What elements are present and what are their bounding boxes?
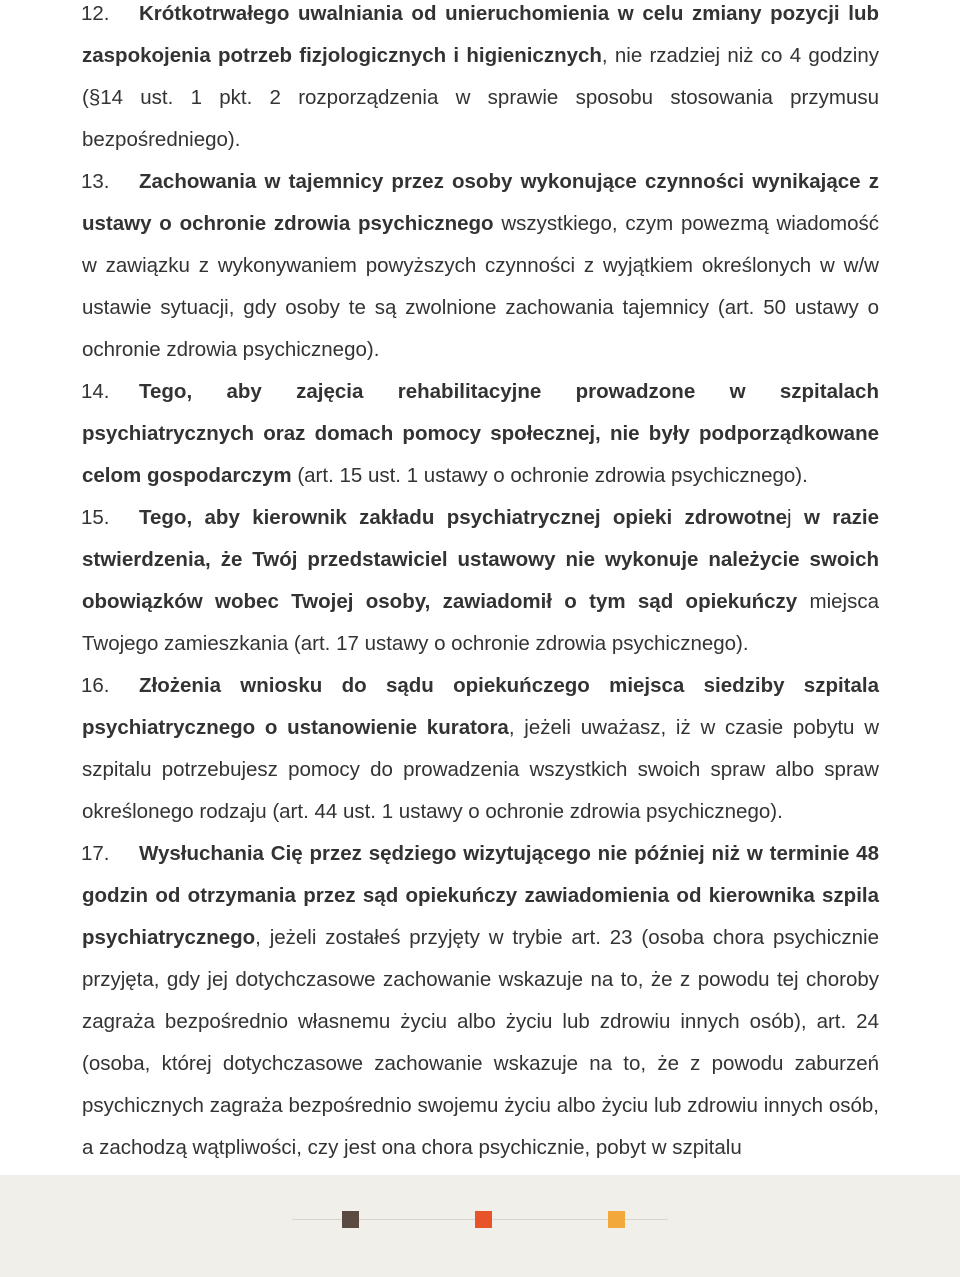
item-bold-text: Zachowania w tajemnicy przez osoby wykonujące czynności wynikające z ustawy o ochronie zdrowia psychicznego xyxy=(82,170,879,235)
item-number: 16. xyxy=(81,674,110,697)
footer-square-orange xyxy=(475,1211,492,1228)
item-number: 13. xyxy=(81,170,110,193)
item-text: wszystkiego, czym powezmą wiadomość w zawiązku z wykonywaniem powyższych czynności z wyjątkiem określonych w w/w ustawie sytuacji, gdy osoby te są zwolnione zachowania tajemnicy (art. 50 ustawy o ochronie zdrowia psychicznego). xyxy=(82,212,879,361)
item-bold-text: Tego, aby kierownik zakładu psychiatrycznej opieki zdrowotne xyxy=(139,506,788,529)
list-item-17 xyxy=(82,833,879,1169)
item-text: (art. 15 ust. 1 ustawy o ochronie zdrowia psychicznego). xyxy=(291,464,808,487)
item-number: 12. xyxy=(81,2,110,25)
item-bold-text: Tego, aby zajęcia rehabilitacyjne prowadzone w szpitalach psychiatrycznych oraz domach pomocy społecznej, nie były podporządkowane celom gospodarczym xyxy=(82,380,879,487)
list-item-16 xyxy=(82,665,879,833)
item-bold-text: Krótkotrwałego uwalniania od unieruchomienia w celu zmiany pozycji lub zaspokojenia potrzeb fizjologicznych i higienicznych xyxy=(82,2,879,67)
document-body xyxy=(82,0,879,1169)
item-text: miejsca Twojego zamieszkania (art. 17 ustawy o ochronie zdrowia psychicznego). xyxy=(82,590,879,655)
item-text: , nie rzadziej niż co 4 godziny (§14 ust. 1 pkt. 2 rozporządzenia w sprawie sposobu stosowania przymusu bezpośredniego). xyxy=(82,44,880,151)
list-item-15 xyxy=(82,497,879,665)
list-item-13 xyxy=(82,161,879,371)
item-bold-text-2: w razie stwierdzenia, że Twój przedstawiciel ustawowy nie wykonuje należycie swoich obowiązków wobec Twojej osoby, zawiadomił o tym sąd opiekuńczy xyxy=(82,506,879,613)
item-number: 17. xyxy=(81,842,110,865)
footer-square-brown xyxy=(342,1211,359,1228)
item-bold-text: Wysłuchania Cię przez sędziego wizytującego nie później niż w terminie 48 godzin od otrzymania przez sąd opiekuńczy zawiadomienia od kierownika szpila psychiatrycznego xyxy=(82,842,879,949)
item-text: , jeżeli uważasz, iż w czasie pobytu w szpitalu potrzebujesz pomocy do prowadzenia wszystkich swoich spraw albo spraw określonego rodzaju (art. 44 ust. 1 ustawy o ochronie zdrowia psychicznego). xyxy=(82,716,879,823)
list-item-14 xyxy=(82,371,879,497)
item-number: 14. xyxy=(81,380,110,403)
footer-square-amber xyxy=(608,1211,625,1228)
item-text: , jeżeli zostałeś przyjęty w trybie art. 23 (osoba chora psychicznie przyjęta, gdy jej dotychczasowe zachowanie wskazuje na to, że z powodu tej choroby zagraża bezpośrednio własnemu życiu albo życiu lub zdrowiu innych osób), art. 24 (osoba, której dotychczasowe zachowanie wskazuje na to, że z powodu zaburzeń psychicznych zagraża bezpośrednio swojemu życiu albo życiu lub zdrowiu innych osób, a zachodzą wątpliwości, czy jest ona chora psychicznie, pobyt w szpitalu xyxy=(82,926,879,1159)
list-item-12 xyxy=(82,0,879,161)
item-bold-text: Złożenia wniosku do sądu opiekuńczego miejsca siedziby szpitala psychiatrycznego o ustanowienie kuratora xyxy=(82,674,879,739)
item-text-mid: j xyxy=(787,506,804,529)
item-number: 15. xyxy=(81,506,110,529)
